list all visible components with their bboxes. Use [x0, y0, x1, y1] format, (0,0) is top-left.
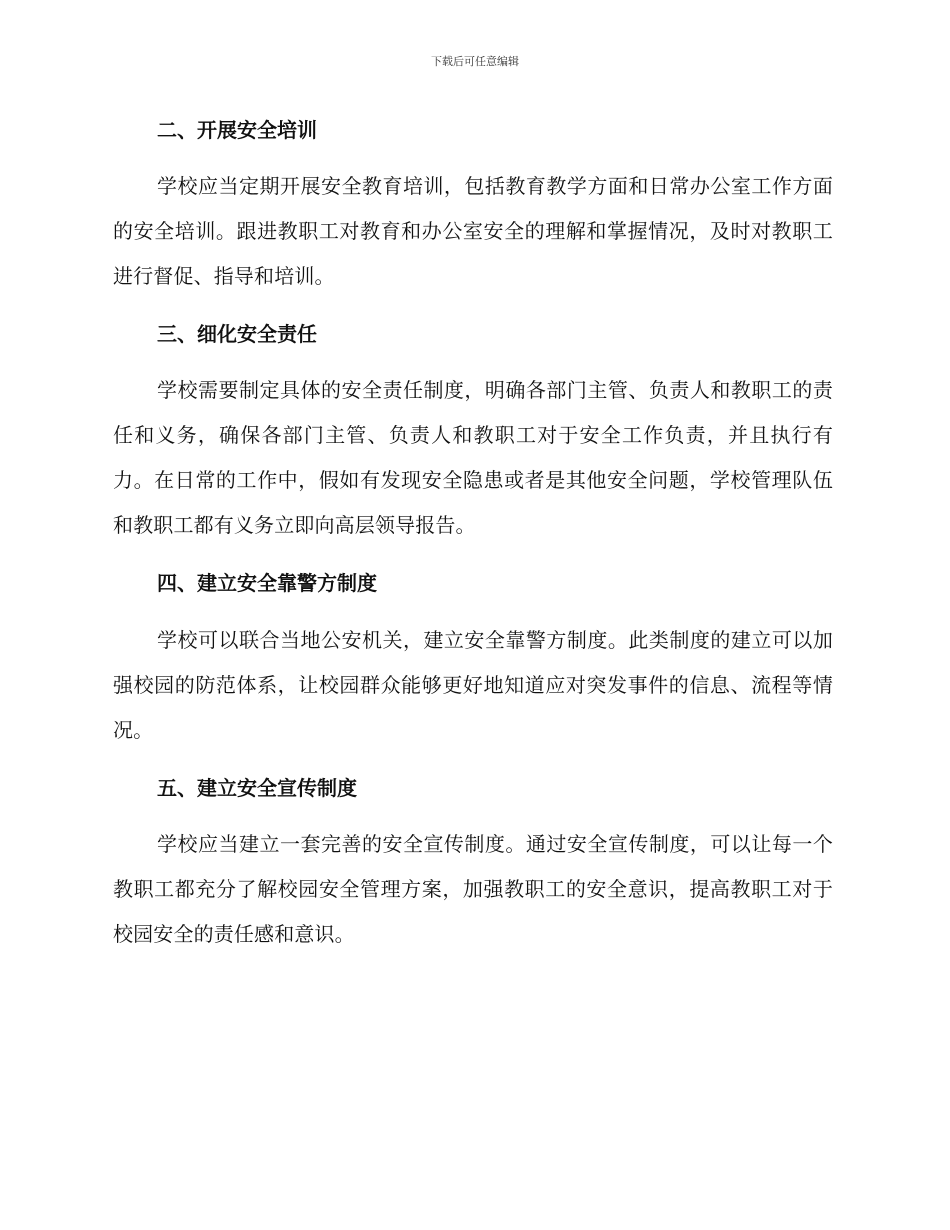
- section-body-training: 学校应当定期开展安全教育培训，包括教育教学方面和日常办公室工作方面的安全培训。跟进教职工对教育和办公室安全的理解和掌握情况，及时对教职工进行督促、指导和培训。: [113, 174, 833, 288]
- section-body-police-system: 学校可以联合当地公安机关，建立安全靠警方制度。此类制度的建立可以加强校园的防范体系，让校园群众能够更好地知道应对突发事件的信息、流程等情况。: [113, 628, 833, 742]
- section-body-responsibility: 学校需要制定具体的安全责任制度，明确各部门主管、负责人和教职工的责任和义务，确保各部门主管、负责人和教职工对于安全工作负责，并且执行有力。在日常的工作中，假如有发现安全隐患或者是其他安全问题，学校管理队伍和教职工都有义务立即向高层领导报告。: [113, 378, 833, 537]
- page-header-note: 下载后可任意编辑: [431, 55, 519, 68]
- section-body-publicity-system: 学校应当建立一套完善的安全宣传制度。通过安全宣传制度，可以让每一个教职工都充分了解校园安全管理方案，加强教职工的安全意识，提高教职工对于校园安全的责任感和意识。: [113, 832, 833, 946]
- section-heading-training: 二、开展安全培训: [157, 118, 317, 142]
- section-heading-responsibility: 三、细化安全责任: [157, 322, 317, 346]
- section-heading-publicity-system: 五、建立安全宣传制度: [157, 776, 357, 800]
- section-heading-police-system: 四、建立安全靠警方制度: [157, 571, 377, 595]
